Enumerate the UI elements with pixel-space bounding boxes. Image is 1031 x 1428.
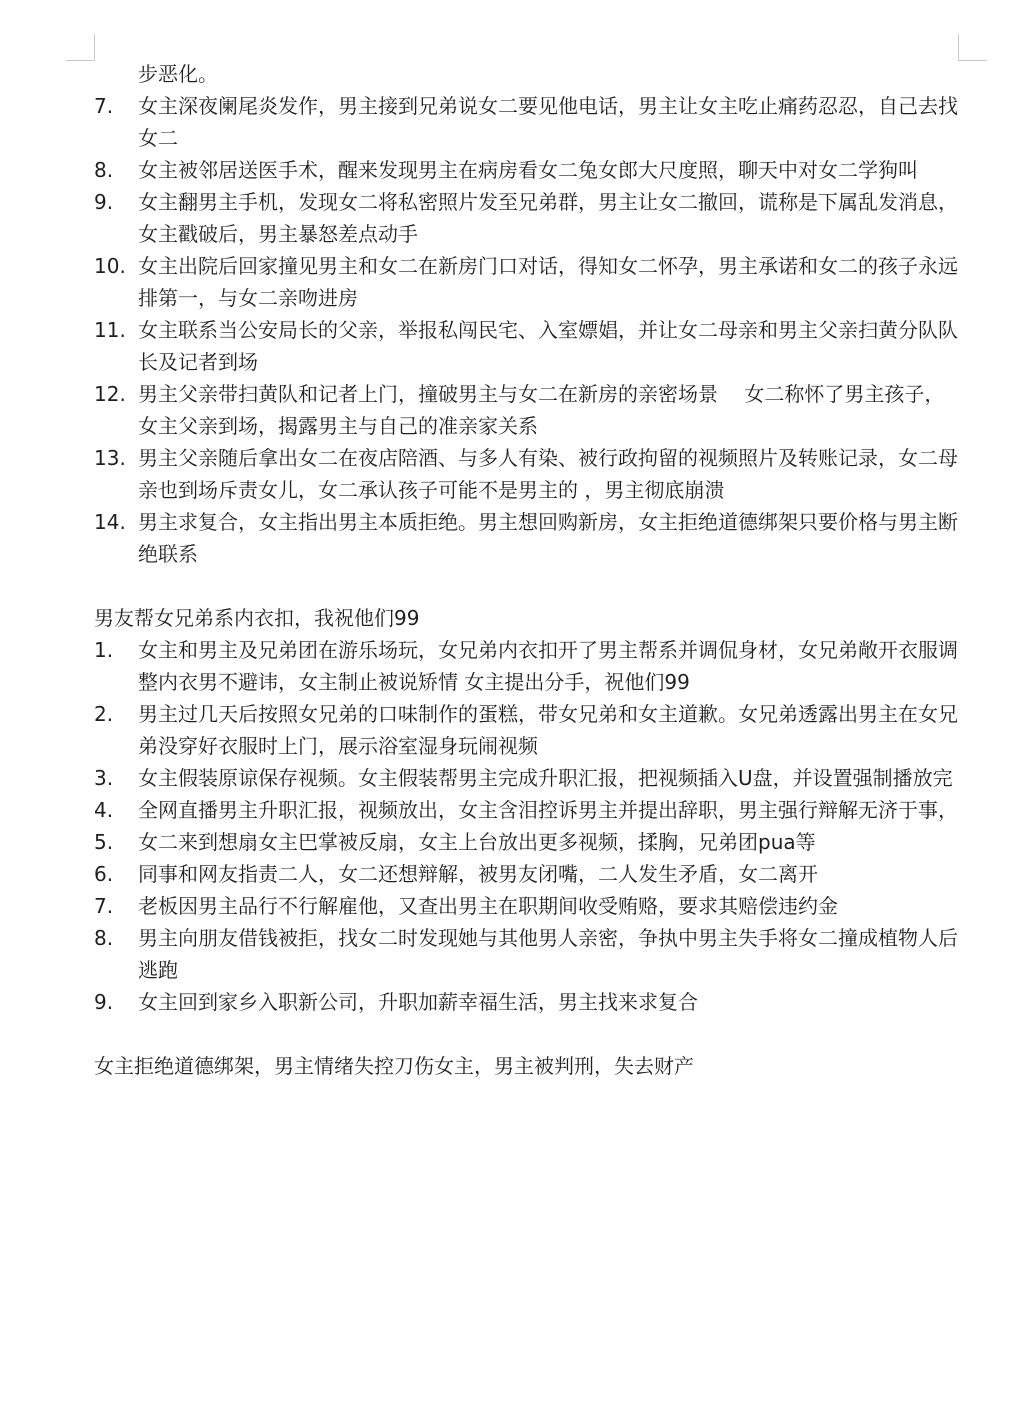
list-item — [94, 762, 960, 794]
list-text: 女主回到家乡入职新公司，升职加薪幸福生活，男主找来求复合 — [138, 990, 698, 1014]
list-number: 10. — [94, 254, 126, 278]
list-number: 2. — [94, 702, 114, 726]
list-item — [94, 314, 960, 378]
list-number: 6. — [94, 862, 114, 886]
list-item — [94, 922, 960, 986]
continuation-line: 步恶化。 — [138, 62, 218, 86]
list-number: 14. — [94, 510, 126, 534]
page-corner-mark-top-right — [958, 34, 987, 61]
list-number: 8. — [94, 158, 114, 182]
list-number: 12. — [94, 382, 126, 406]
paragraph-gap — [94, 570, 960, 602]
list-text: 男主父亲随后拿出女二在夜店陪酒、与多人有染、被行政拘留的视频照片及转账记录，女二母亲也到场斥责女儿，女二承认孩子可能不是男主的 ，男主彻底崩溃 — [138, 446, 958, 502]
list-item — [94, 90, 960, 154]
list-item — [94, 890, 960, 922]
list-text: 女主翻男主手机，发现女二将私密照片发至兄弟群，男主让女二撤回，谎称是下属乱发消息，女主戳破后，男主暴怒差点动手 — [138, 190, 958, 246]
list-text: 男主过几天后按照女兄弟的口味制作的蛋糕，带女兄弟和女主道歉。女兄弟透露出男主在女兄弟没穿好衣服时上门，展示浴室湿身玩闹视频 — [138, 702, 958, 758]
list-text: 男主求复合，女主指出男主本质拒绝。男主想回购新房，女主拒绝道德绑架只要价格与男主断绝联系 — [138, 510, 958, 566]
list-text: 男主向朋友借钱被拒，找女二时发现她与其他男人亲密，争执中男主失手将女二撞成植物人后逃跑 — [138, 926, 958, 982]
list-number: 7. — [94, 94, 114, 118]
list-text: 男主父亲带扫黄队和记者上门，撞破男主与女二在新房的亲密场景 女二称怀了男主孩子，女主父亲到场，揭露男主与自己的准亲家关系 — [138, 382, 945, 438]
list-item — [94, 986, 960, 1018]
list-item — [94, 634, 960, 698]
list-number: 4. — [94, 798, 114, 822]
list-item — [94, 506, 960, 570]
page-corner-mark-top-left — [66, 34, 95, 61]
list-item — [94, 250, 960, 314]
document-body — [94, 58, 960, 1082]
list-item — [94, 186, 960, 250]
list-text: 女主和男主及兄弟团在游乐场玩，女兄弟内衣扣开了男主帮系并调侃身材，女兄弟敞开衣服调整内衣男不避讳，女主制止被说矫情 女主提出分手，祝他们99 — [138, 638, 958, 694]
list-text: 全网直播男主升职汇报，视频放出，女主含泪控诉男主并提出辞职，男主强行辩解无济于事， — [138, 798, 958, 822]
list-text: 老板因男主品行不行解雇他，又查出男主在职期间收受贿赂，要求其赔偿违约金 — [138, 894, 838, 918]
list-item — [94, 442, 960, 506]
list-item — [94, 858, 960, 890]
list-number: 9. — [94, 990, 114, 1014]
list-item — [94, 698, 960, 762]
list-text: 女二来到想扇女主巴掌被反扇，女主上台放出更多视频，揉胸，兄弟团pua等 — [138, 830, 816, 854]
list-item — [94, 378, 960, 442]
list-number: 8. — [94, 926, 114, 950]
list-number: 5. — [94, 830, 114, 854]
section-heading: 男友帮女兄弟系内衣扣，我祝他们99 — [94, 606, 420, 630]
list-text: 女主被邻居送医手术，醒来发现男主在病房看女二兔女郎大尺度照，聊天中对女二学狗叫 — [138, 158, 918, 182]
list-number: 11. — [94, 318, 126, 342]
closing-paragraph: 女主拒绝道德绑架，男主情绪失控刀伤女主，男主被判刑，失去财产 — [94, 1054, 694, 1078]
list-number: 3. — [94, 766, 114, 790]
list-item — [94, 154, 960, 186]
list-item — [94, 794, 960, 826]
list-text: 同事和网友指责二人，女二还想辩解，被男友闭嘴，二人发生矛盾，女二离开 — [138, 862, 818, 886]
list-section-1 — [94, 90, 960, 570]
list-number: 7. — [94, 894, 114, 918]
list-text: 女主联系当公安局长的父亲，举报私闯民宅、入室嫖娼，并让女二母亲和男主父亲扫黄分队队长及记者到场 — [138, 318, 958, 374]
list-number: 1. — [94, 638, 114, 662]
list-number: 13. — [94, 446, 126, 470]
list-section-2 — [94, 634, 960, 1018]
list-text: 女主假装原谅保存视频。女主假装帮男主完成升职汇报，把视频插入U盘，并设置强制播放完 — [138, 766, 953, 790]
list-item — [94, 826, 960, 858]
list-text: 女主深夜阑尾炎发作，男主接到兄弟说女二要见他电话，男主让女主吃止痛药忍忍，自己去找女二 — [138, 94, 958, 150]
list-number: 9. — [94, 190, 114, 214]
list-text: 女主出院后回家撞见男主和女二在新房门口对话，得知女二怀孕，男主承诺和女二的孩子永远排第一，与女二亲吻进房 — [138, 254, 958, 310]
paragraph-gap — [94, 1018, 960, 1050]
